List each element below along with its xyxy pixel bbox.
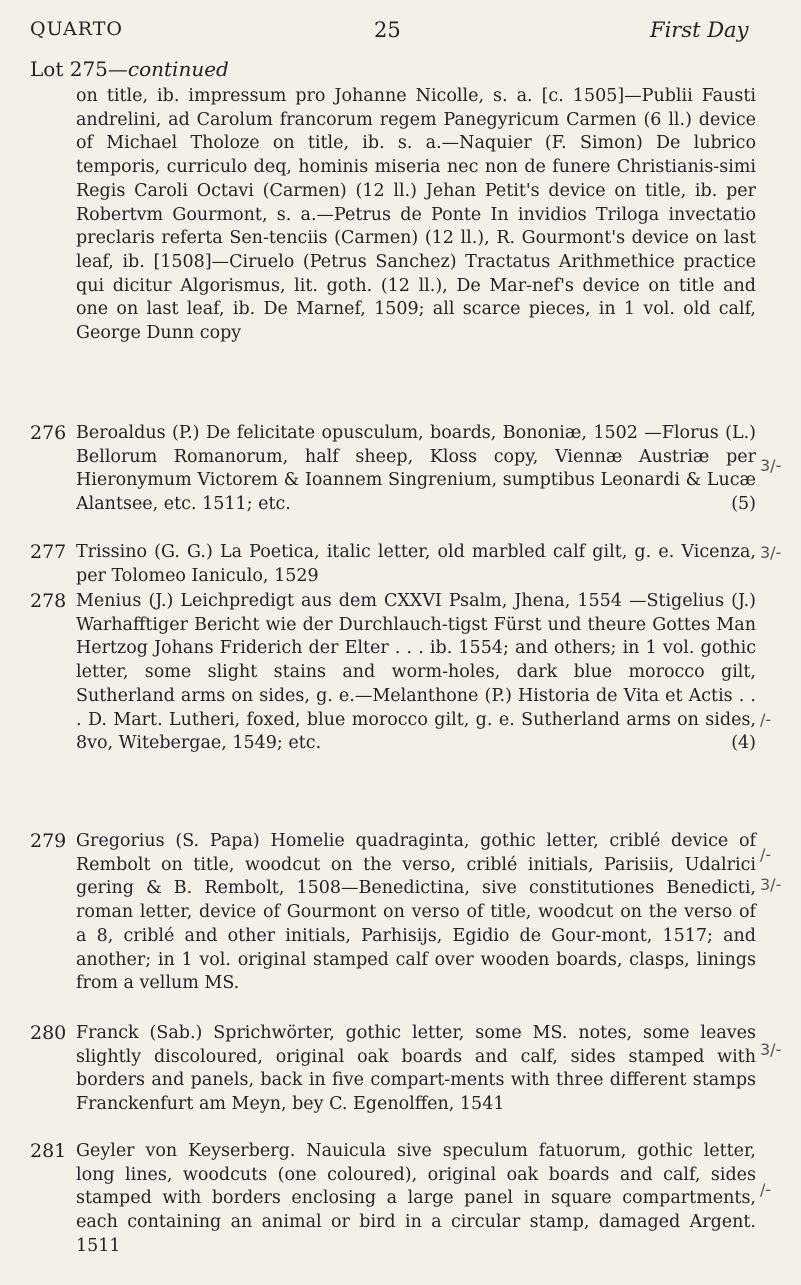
header-left: QUARTO (30, 18, 123, 40)
margin-mark-276: 3/- (760, 456, 782, 475)
margin-mark-281: /- (760, 1180, 772, 1199)
lot-description: Menius (J.) Leichpredigt aus dem CXXVI Psalm, Jhena, 1554 —Stigelius (J.) Warhafftiger Bericht wie der Durchlauch-tigst Fürst und theure Gottes Man Hertzog Johans Friderich der Elter . . . ib. 1554; and others; in 1 vol. gothic letter, some slight stains and worm-holes, dark blue morocco gilt, Sutherland arms on sides, g. e.—Melanthone (P.) Historia de Vita et Actis . . . D. Mart. Lutheri, foxed, blue morocco gilt, g. e. Sutherland arms on sides, 8vo, Witebergae, 1549; etc. (4) (76, 590, 756, 756)
lot-number: 276 (30, 422, 67, 444)
header-right: First Day (650, 18, 749, 42)
margin-mark-279-b: 3/- (760, 875, 782, 894)
lot-number: 278 (30, 590, 67, 612)
lot-number: 281 (30, 1140, 67, 1162)
margin-mark-279-a: /- (760, 845, 772, 864)
lot-count: (4) (731, 733, 756, 754)
lot-number: 279 (30, 830, 67, 852)
lot-label: Lot 275 (30, 57, 108, 81)
lot-description: Trissino (G. G.) La Poetica, italic letter, old marbled calf gilt, g. e. Vicenza, per Tolomeo Ianiculo, 1529 (76, 542, 756, 586)
page-header (0, 18, 801, 50)
margin-mark-280: 3/- (760, 1040, 782, 1059)
lot-number: 280 (30, 1022, 67, 1044)
lot-description: on title, ib. impressum pro Johanne Nicolle, s. a. [c. 1505]—Publii Fausti andrelini, ad Carolum francorum regem Panegyricum Carmen (6 ll.) device of Michael Tholoze on title, ib. s. a.—Naquier (F. Simon) De lubrico temporis, curriculo deq, hominis miseria nec non de funere Christianis-simi Regis Caroli Octavi (Carmen) (12 ll.) Jehan Petit's device on title, ib. per Robertvm Gourmont, s. a.—Petrus de Ponte In invidios Triloga invectatio preclaris referta Sen-tenciis (Carmen) (12 ll.), R. Gourmont's device on last leaf, ib. [1508]—Ciruelo (Petrus Sanchez) Tractatus Arithmethice practice qui dicitur Algorismus, lit. goth. (12 ll.), De Mar-nef's device on title and one on last leaf, ib. De Marnef, 1509; all scarce pieces, in 1 vol. old calf, George Dunn copy (76, 86, 756, 344)
lot-number: 277 (30, 541, 67, 563)
lot-description: Franck (Sab.) Sprichwörter, gothic letter, some MS. notes, some leaves slightly discoloured, original oak boards and calf, sides stamped with borders and panels, back in five compart-ments with three different stamps Franckenfurt am Meyn, bey C. Egenolffen, 1541 (76, 1023, 756, 1115)
lot-description: Beroaldus (P.) De felicitate opusculum, boards, Bononiæ, 1502 —Florus (L.) Bellorum Romanorum, half sheep, Kloss copy, Viennæ Austriæ per Hieronymum Victorem & Ioannem Singrenium, sumptibus Leonardi & Lucæ Alantsee, etc. 1511; etc. (5) (76, 422, 756, 517)
lot-description: Gregorius (S. Papa) Homelie quadraginta, gothic letter, criblé device of Rembolt on title, woodcut on the verso, criblé initials, Parisiis, Udalrici gering & B. Rembolt, 1508—Benedictina, sive constitutiones Benedicti, roman letter, device of Gourmont on verso of title, woodcut on the verso of a 8, criblé and other initials, Parhisijs, Egidio de Gour-mont, 1517; and another; in 1 vol. original stamped calf over wooden boards, clasps, linings from a vellum MS. (76, 831, 756, 994)
lot-description: Geyler von Keyserberg. Nauicula sive speculum fatuorum, gothic letter, long lines, woodcuts (one coloured), original oak boards and calf, sides stamped with borders enclosing a large panel in square compartments, each containing an animal or bird in a circular stamp, damaged Argent. 1511 (76, 1141, 756, 1256)
lot-heading (30, 57, 229, 81)
margin-mark-277: 3/- (760, 543, 782, 562)
lot-count: (5) (731, 494, 756, 515)
margin-mark-278: /- (760, 710, 772, 729)
lot-continued: —continued (107, 57, 229, 81)
page-number: 25 (374, 18, 401, 42)
